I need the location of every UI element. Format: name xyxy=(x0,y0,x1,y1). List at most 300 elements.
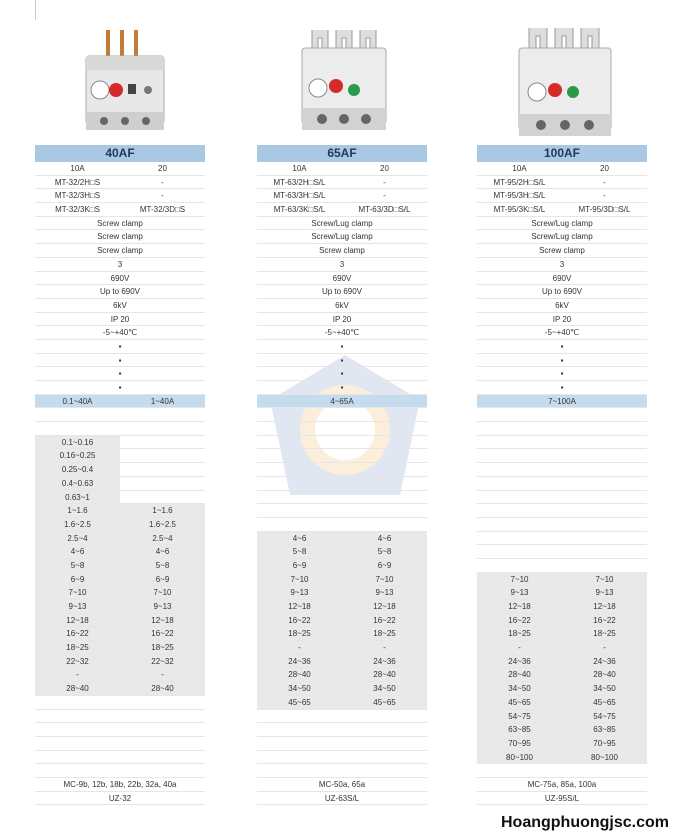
cell-left: MT-95/3H□S/L xyxy=(493,191,546,201)
spec-column-0 xyxy=(35,145,205,805)
top-divider-line xyxy=(35,0,36,20)
cell-right: 12~18 xyxy=(120,614,205,627)
cell-right xyxy=(120,751,205,764)
table-row xyxy=(477,518,647,532)
table-row xyxy=(477,422,647,436)
cell-right: 22~32 xyxy=(120,655,205,668)
cell-left xyxy=(477,491,562,504)
cell-full: ▪ xyxy=(560,341,564,351)
contactor-row xyxy=(477,778,647,792)
table-row xyxy=(477,682,647,696)
table-row xyxy=(257,176,427,190)
cell-left: 45~65 xyxy=(477,696,562,709)
cell-full: MC-9b, 12b, 18b, 22b, 32a, 40a xyxy=(63,779,177,789)
cell-full: IP 20 xyxy=(552,314,572,324)
cell-right: 34~50 xyxy=(562,682,647,695)
table-row xyxy=(35,655,205,669)
cell-full: ▪ xyxy=(340,341,344,351)
table-row xyxy=(477,655,647,669)
cell-right: 28~40 xyxy=(562,668,647,681)
cell-right: 4~6 xyxy=(120,545,205,558)
cell-right: 20 xyxy=(600,164,609,173)
table-row xyxy=(477,641,647,655)
table-row xyxy=(477,176,647,190)
table-row xyxy=(477,340,647,354)
table-row xyxy=(257,655,427,669)
cell-left: 0.4~0.63 xyxy=(35,477,120,490)
cell-right: 12~18 xyxy=(562,600,647,613)
table-row xyxy=(35,491,205,505)
cell-left: - xyxy=(477,641,562,654)
cell-right: 18~25 xyxy=(562,627,647,640)
cell-left: MT-63/3H□S/L xyxy=(273,191,326,201)
table-row xyxy=(257,230,427,244)
cell-full: Screw/Lug clamp xyxy=(531,218,593,228)
cell-left xyxy=(477,449,562,462)
cell-right: 16~22 xyxy=(342,614,427,627)
table-row xyxy=(257,203,427,217)
cell-right: 5~8 xyxy=(120,559,205,572)
table-row xyxy=(257,340,427,354)
table-row xyxy=(35,436,205,450)
table-row xyxy=(35,230,205,244)
cell-left xyxy=(257,751,342,764)
cell-right xyxy=(562,545,647,558)
cell-left: 10A xyxy=(292,164,307,173)
table-row xyxy=(257,696,427,710)
table-row xyxy=(477,381,647,395)
table-row xyxy=(257,463,427,477)
cell-left xyxy=(477,518,562,531)
cell-left xyxy=(477,532,562,545)
cell-right xyxy=(120,737,205,750)
cell-full: 690V xyxy=(110,273,130,283)
cell-full: 3 xyxy=(559,259,565,269)
table-row xyxy=(477,326,647,340)
spec-column-1 xyxy=(257,145,427,805)
cell-left xyxy=(257,422,342,435)
table-row xyxy=(477,491,647,505)
cell-left: MT-63/3K□S/L xyxy=(273,205,326,215)
cell-left xyxy=(477,422,562,435)
cell-right: 24~36 xyxy=(342,655,427,668)
cell-left xyxy=(35,710,120,723)
cell-left xyxy=(257,436,342,449)
cell-left: 45~65 xyxy=(257,696,342,709)
cell-left: 63~85 xyxy=(477,723,562,736)
table-row xyxy=(477,696,647,710)
separate-unit-row xyxy=(477,792,647,806)
cell-right: 24~36 xyxy=(562,655,647,668)
cell-right xyxy=(342,408,427,421)
cell-right: 20 xyxy=(380,164,389,173)
cell-right xyxy=(562,463,647,476)
cell-left: 34~50 xyxy=(257,682,342,695)
cell-left xyxy=(257,491,342,504)
cell-right: 5~8 xyxy=(342,545,427,558)
cell-right xyxy=(562,532,647,545)
table-row xyxy=(35,217,205,231)
spec-column-2 xyxy=(477,145,647,805)
table-row xyxy=(35,203,205,217)
table-row xyxy=(35,244,205,258)
cell-left: 9~13 xyxy=(477,586,562,599)
contactor-row xyxy=(35,778,205,792)
cell-right: 9~13 xyxy=(342,586,427,599)
cell-right: 12~18 xyxy=(342,600,427,613)
cell-full: Up to 690V xyxy=(99,287,141,297)
table-row xyxy=(35,696,205,710)
cell-left: MT-32/3K□S xyxy=(55,205,100,215)
cell-left xyxy=(35,696,120,709)
cell-left: 0.25~0.4 xyxy=(35,463,120,476)
cell-left: 34~50 xyxy=(477,682,562,695)
table-row xyxy=(257,422,427,436)
cell-left xyxy=(477,408,562,421)
table-row xyxy=(35,764,205,778)
mt-32-relay-image xyxy=(80,28,170,140)
table-row xyxy=(35,381,205,395)
cell-full: ▪ xyxy=(560,355,564,365)
cell-right: 4~6 xyxy=(342,532,427,545)
cell-full: Up to 690V xyxy=(321,287,363,297)
cell-right xyxy=(562,559,647,572)
table-row xyxy=(257,573,427,587)
cell-right xyxy=(342,518,427,531)
cell-full: -5~+40℃ xyxy=(324,328,360,338)
cell-right: 1.6~2.5 xyxy=(120,518,205,531)
table-row xyxy=(477,723,647,737)
table-row xyxy=(477,600,647,614)
cell-right xyxy=(120,491,205,504)
table-row xyxy=(35,737,205,751)
separate-unit-row xyxy=(35,792,205,806)
cell-full: UZ-95S/L xyxy=(544,793,580,803)
table-row xyxy=(257,627,427,641)
cell-right: 28~40 xyxy=(342,668,427,681)
cell-right xyxy=(562,408,647,421)
table-row xyxy=(257,532,427,546)
table-row xyxy=(257,477,427,491)
table-row xyxy=(477,627,647,641)
cell-left xyxy=(257,764,342,777)
table-row xyxy=(35,422,205,436)
cell-right xyxy=(562,436,647,449)
cell-left: 1~1.6 xyxy=(35,504,120,517)
table-row xyxy=(257,285,427,299)
cell-right xyxy=(562,449,647,462)
table-row xyxy=(35,258,205,272)
cell-right: - xyxy=(161,191,164,201)
table-row xyxy=(35,641,205,655)
table-row xyxy=(35,586,205,600)
cell-right xyxy=(342,477,427,490)
cell-full: ▪ xyxy=(340,355,344,365)
table-row xyxy=(257,299,427,313)
cell-right: - xyxy=(120,668,205,681)
cell-full: UZ-63S/L xyxy=(324,793,360,803)
cell-right: 9~13 xyxy=(562,586,647,599)
cell-right: 45~65 xyxy=(562,696,647,709)
cell-right xyxy=(342,463,427,476)
table-row xyxy=(35,600,205,614)
cell-right xyxy=(120,436,205,449)
table-row xyxy=(35,573,205,587)
table-row xyxy=(35,449,205,463)
table-row xyxy=(257,189,427,203)
table-row xyxy=(257,272,427,286)
cell-right: 20 xyxy=(158,164,167,173)
table-row xyxy=(257,217,427,231)
cell-left: 7~10 xyxy=(35,586,120,599)
table-row xyxy=(257,723,427,737)
table-row xyxy=(477,504,647,518)
cell-full: MC-75a, 85a, 100a xyxy=(527,779,597,789)
cell-left: 6~9 xyxy=(35,573,120,586)
table-row xyxy=(257,737,427,751)
cell-left: 12~18 xyxy=(257,600,342,613)
contactor-row xyxy=(257,778,427,792)
table-row xyxy=(35,408,205,422)
cell-left: - xyxy=(257,641,342,654)
cell-right xyxy=(342,710,427,723)
table-row xyxy=(257,545,427,559)
table-row xyxy=(35,463,205,477)
cell-left xyxy=(257,408,342,421)
table-row xyxy=(477,299,647,313)
cell-right: 2.5~4 xyxy=(120,532,205,545)
footer-site-label: Hoangphuongjsc.com xyxy=(501,814,669,831)
rating-range-bar xyxy=(477,395,647,409)
cell-right: 70~95 xyxy=(562,737,647,750)
table-row xyxy=(257,504,427,518)
cell-full: ▪ xyxy=(340,383,344,392)
cell-right xyxy=(120,463,205,476)
cell-right: - xyxy=(383,177,386,187)
cell-left: 1.6~2.5 xyxy=(35,518,120,531)
cell-right: 18~25 xyxy=(120,641,205,654)
cell-right: - xyxy=(603,177,606,187)
cell-right: 1~40A xyxy=(150,396,175,406)
cell-left: 24~36 xyxy=(477,655,562,668)
table-row xyxy=(35,627,205,641)
table-row xyxy=(477,244,647,258)
cell-full: IP 20 xyxy=(110,314,130,324)
cell-right: 6~9 xyxy=(120,573,205,586)
table-row xyxy=(257,258,427,272)
cell-left: 2.5~4 xyxy=(35,532,120,545)
cell-full: Screw clamp xyxy=(539,246,585,256)
table-row xyxy=(257,559,427,573)
table-row xyxy=(257,313,427,327)
cell-left xyxy=(257,723,342,736)
cell-right xyxy=(342,751,427,764)
table-row xyxy=(257,710,427,724)
cell-left: 16~22 xyxy=(35,627,120,640)
cell-full: ▪ xyxy=(560,369,564,379)
cell-right xyxy=(562,764,647,777)
cell-left: MT-32/2H□S xyxy=(54,177,101,187)
cell-left: 12~18 xyxy=(35,614,120,627)
table-row xyxy=(35,518,205,532)
cell-left: MT-95/2H□S/L xyxy=(493,177,546,187)
cell-full: ▪ xyxy=(118,341,122,351)
rating-range-bar xyxy=(257,395,427,409)
cell-right xyxy=(120,422,205,435)
table-row xyxy=(257,600,427,614)
cell-left: - xyxy=(35,668,120,681)
cell-left xyxy=(35,723,120,736)
cell-right xyxy=(342,449,427,462)
cell-left: 28~40 xyxy=(477,668,562,681)
table-row xyxy=(35,668,205,682)
cell-full: Screw/Lug clamp xyxy=(311,218,373,228)
table-row xyxy=(35,367,205,381)
table-row xyxy=(477,203,647,217)
cell-left: 22~32 xyxy=(35,655,120,668)
cell-full: ▪ xyxy=(560,383,564,392)
cell-right xyxy=(342,764,427,777)
table-row xyxy=(477,614,647,628)
table-row xyxy=(35,751,205,765)
cell-right: - xyxy=(603,191,606,201)
table-row xyxy=(257,751,427,765)
cell-full: MC-50a, 65a xyxy=(318,779,366,789)
table-row xyxy=(257,491,427,505)
cell-left xyxy=(477,463,562,476)
mt-63-relay-image xyxy=(298,28,390,140)
cell-full: Screw clamp xyxy=(97,246,143,256)
cell-full: ▪ xyxy=(118,369,122,379)
table-row xyxy=(477,367,647,381)
cell-right: MT-95/3D□S/L xyxy=(578,205,631,215)
table-row xyxy=(35,504,205,518)
cell-left: MT-63/2H□S/L xyxy=(273,177,326,187)
table-row xyxy=(257,244,427,258)
cell-full: Screw/Lug clamp xyxy=(531,232,593,242)
cell-right xyxy=(562,518,647,531)
cell-right: 16~22 xyxy=(562,614,647,627)
cell-left xyxy=(257,449,342,462)
cell-right: - xyxy=(342,641,427,654)
table-row xyxy=(477,449,647,463)
cell-left: 28~40 xyxy=(257,668,342,681)
cell-full: UZ-32 xyxy=(108,793,132,803)
cell-full: ▪ xyxy=(118,355,122,365)
cell-right xyxy=(342,491,427,504)
table-row xyxy=(257,354,427,368)
table-row xyxy=(477,559,647,573)
cell-left: 0.16~0.25 xyxy=(35,449,120,462)
table-row xyxy=(477,751,647,765)
cell-left: 7~10 xyxy=(257,573,342,586)
cell-right xyxy=(342,737,427,750)
table-row xyxy=(35,710,205,724)
cell-left: 7~10 xyxy=(477,573,562,586)
cell-left: 70~95 xyxy=(477,737,562,750)
table-row xyxy=(477,189,647,203)
cell-right xyxy=(562,477,647,490)
table-row xyxy=(477,217,647,231)
cell-left: 16~22 xyxy=(257,614,342,627)
mt-95-relay-image xyxy=(515,28,615,140)
cell-left: 0.1~0.16 xyxy=(35,436,120,449)
cell-left: 12~18 xyxy=(477,600,562,613)
cell-left xyxy=(257,477,342,490)
column-header: 100AF xyxy=(477,145,647,162)
cell-right: 7~10 xyxy=(562,573,647,586)
cell-left: 18~25 xyxy=(257,627,342,640)
cell-left xyxy=(477,545,562,558)
cell-left: MT-32/3H□S xyxy=(54,191,101,201)
cell-left: 5~8 xyxy=(257,545,342,558)
table-row xyxy=(35,354,205,368)
cell-full: 3 xyxy=(117,259,123,269)
cell-left: 9~13 xyxy=(35,600,120,613)
cell-full: Screw clamp xyxy=(97,218,143,228)
cell-right: 34~50 xyxy=(342,682,427,695)
cell-right: MT-63/3D□S/L xyxy=(358,205,411,215)
separate-unit-row xyxy=(257,792,427,806)
table-row xyxy=(35,477,205,491)
cell-left xyxy=(477,764,562,777)
cell-left xyxy=(477,477,562,490)
cell-left: 0.1~40A xyxy=(62,396,93,406)
table-row xyxy=(477,285,647,299)
table-row xyxy=(35,272,205,286)
cell-full: Screw/Lug clamp xyxy=(311,232,373,242)
rating-range-bar xyxy=(35,395,205,409)
cell-full: 6kV xyxy=(555,300,569,310)
table-row xyxy=(35,176,205,190)
table-row xyxy=(477,162,647,176)
cell-left xyxy=(35,422,120,435)
table-row xyxy=(477,272,647,286)
cell-full: 3 xyxy=(339,259,345,269)
cell-right: 28~40 xyxy=(120,682,205,695)
cell-left: 16~22 xyxy=(477,614,562,627)
cell-right: 6~9 xyxy=(342,559,427,572)
table-row xyxy=(257,641,427,655)
cell-left xyxy=(477,559,562,572)
cell-left: 6~9 xyxy=(257,559,342,572)
cell-left: 18~25 xyxy=(35,641,120,654)
table-row xyxy=(477,545,647,559)
column-header: 65AF xyxy=(257,145,427,162)
cell-right xyxy=(562,491,647,504)
table-row xyxy=(35,545,205,559)
cell-full: 6kV xyxy=(335,300,349,310)
cell-right xyxy=(120,710,205,723)
cell-right xyxy=(120,696,205,709)
cell-left xyxy=(35,408,120,421)
cell-right: 63~85 xyxy=(562,723,647,736)
table-row xyxy=(257,381,427,395)
cell-left: 24~36 xyxy=(257,655,342,668)
cell-left: 5~8 xyxy=(35,559,120,572)
cell-full: 690V xyxy=(332,273,352,283)
table-row xyxy=(257,162,427,176)
cell-full: Screw clamp xyxy=(319,246,365,256)
table-row xyxy=(477,668,647,682)
cell-left: 10A xyxy=(512,164,527,173)
table-row xyxy=(477,354,647,368)
table-row xyxy=(35,326,205,340)
cell-left xyxy=(35,751,120,764)
table-row xyxy=(35,340,205,354)
cell-full: IP 20 xyxy=(332,314,352,324)
cell-right: - xyxy=(383,191,386,201)
